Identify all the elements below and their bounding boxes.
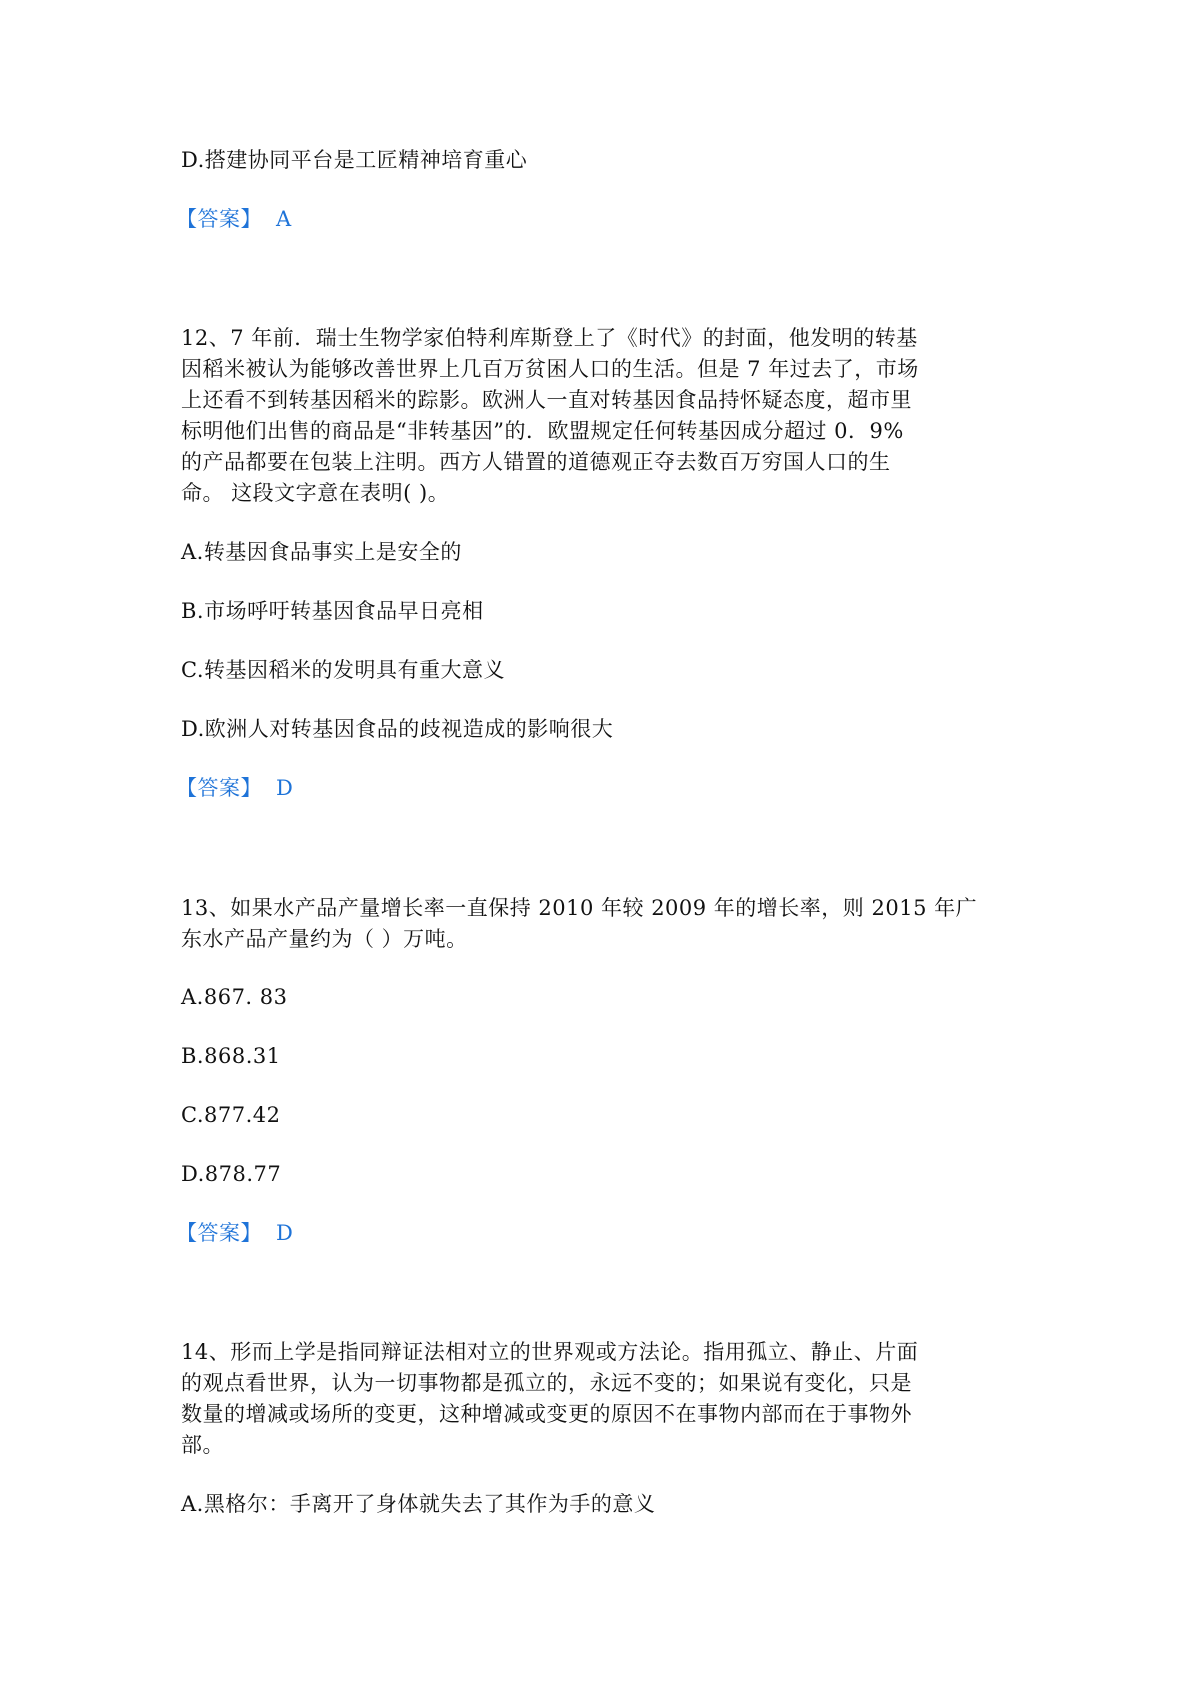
q12-option-d: D.欧洲人对转基因食品的歧视造成的影响很大 (181, 717, 614, 741)
q12-option-b: B.市场呼吁转基因食品早日亮相 (181, 599, 484, 623)
q14-stem-line: 数量的增减或场所的变更，这种增减或变更的原因不在事物内部而在于事物外 (181, 1402, 912, 1426)
answer-label: 【答案】 (176, 776, 262, 800)
answer-label: 【答案】 (176, 207, 262, 231)
q12-answer (176, 774, 293, 802)
q13-answer (176, 1219, 293, 1247)
q13-option-c: C.877.42 (181, 1103, 281, 1127)
q13-stem-line: 13、如果水产品产量增长率一直保持 2010 年较 2009 年的增长率，则 2015 年广 (181, 896, 978, 920)
answer-value: D (276, 1221, 294, 1245)
q12-stem-line: 命。 这段文字意在表明( )。 (181, 481, 450, 505)
q14-stem (181, 1337, 1001, 1461)
q12-stem-line: 上还看不到转基因稻米的踪影。欧洲人一直对转基因食品持怀疑态度，超市里 (181, 388, 912, 412)
q14-option-a: A.黑格尔：手离开了身体就失去了其作为手的意义 (181, 1492, 656, 1516)
q12-option-a: A.转基因食品事实上是安全的 (181, 540, 462, 564)
q12-stem-line: 12、7 年前．瑞士生物学家伯特利库斯登上了《时代》的封面，他发明的转基 (181, 326, 918, 350)
q14-stem-line: 14、形而上学是指同辩证法相对立的世界观或方法论。指用孤立、静止、片面 (181, 1340, 919, 1364)
answer-value: D (276, 776, 294, 800)
q11-answer (176, 205, 292, 233)
q13-option-a: A.867. 83 (181, 985, 288, 1009)
q12-stem-line: 标明他们出售的商品是“非转基因”的．欧盟规定任何转基因成分超过 0．9% (181, 419, 904, 443)
q12-stem-line: 因稻米被认为能够改善世界上几百万贫困人口的生活。但是 7 年过去了，市场 (181, 357, 919, 381)
answer-value: A (276, 207, 292, 231)
q13-stem (181, 893, 1001, 955)
q13-stem-line: 东水产品产量约为（ ）万吨。 (181, 927, 468, 951)
q11-option-d: D.搭建协同平台是工匠精神培育重心 (181, 148, 528, 172)
q14-stem-line: 部。 (181, 1433, 224, 1457)
q12-option-c: C.转基因稻米的发明具有重大意义 (181, 658, 505, 682)
answer-label: 【答案】 (176, 1221, 262, 1245)
q14-stem-line: 的观点看世界，认为一切事物都是孤立的，永远不变的；如果说有变化，只是 (181, 1371, 912, 1395)
q13-option-b: B.868.31 (181, 1044, 281, 1068)
q13-option-d: D.878.77 (181, 1162, 282, 1186)
q12-stem-line: 的产品都要在包装上注明。西方人错置的道德观正夺去数百万穷国人口的生 (181, 450, 891, 474)
q12-stem (181, 323, 1001, 509)
